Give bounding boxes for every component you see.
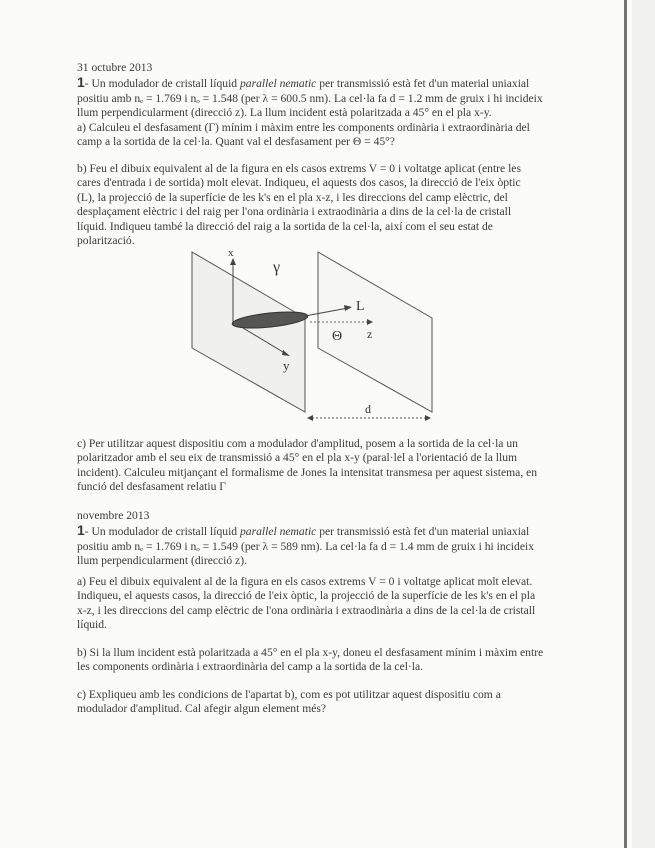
text: per transmissió està fet d'un material uniaxial [316,77,530,91]
exam1-c-line: c) Per utilitzar aquest dispositiu com a modulador d'amplitud, posem a la sortida de la cel·la un [77,437,518,450]
entrance-plate [192,252,305,412]
exam2-a-line: a) Feu el dibuix equivalent al de la figura en els casos extrems V = 0 i voltatge aplicat molt elevat. [77,575,533,588]
label-theta: Θ [332,329,343,344]
exam2-c-line: c) Expliqueu amb les condicions de l'apartat b), com es pot utilitzar aquest dispositiu com a [77,688,501,701]
text: - Un modulador de cristall líquid [84,77,240,91]
label-d: d [365,402,371,416]
exam2-c-line: modulador d'amplitud. Cal afegir algun element més? [77,702,327,716]
exam1-b-line: (L), la projecció de la superfície de les k's en el pla x-z, i les direccions del camp elèctric, del [77,190,508,204]
exam2-b-line: b) Si la llum incident està polaritzada a 45° en el pla x-y, doneu el desfasament mínim i màxim entre [77,646,544,659]
scan-margin [632,0,655,848]
exam2-part-a [77,575,627,633]
exam1-part-c [77,437,627,495]
exam1-b-line: cares d'entrada i de sortida) molt elevat. Indiqueu, el aquests dos casos, la direcció de l'eix òptic [77,176,521,190]
italic-term: parallel nematic [240,525,317,539]
exam1-a-line: a) Calculeu el desfasament (Γ) mínim i màxim entre les components ordinària i extraordinària del [77,120,530,134]
label-y: y [283,358,290,373]
exam2-intro-line-3: llum perpendicularment (direcció z). [77,554,247,568]
exam1-intro-line-1 [77,75,627,91]
exam1-b-line: b) Feu el dibuix equivalent al de la figura en els casos extrems V = 0 i voltatge aplicat (entre les [77,162,521,175]
exam1-intro-line-3: llum perpendicularment (direcció z). La llum incident està polaritzada a 45° en el pla x-y. [77,106,492,120]
question-number: 1 [77,522,85,539]
exam1-b-line: desplaçament elèctric i del raig per l'ona ordinària i extraodinària a dins de la cel·la de cristall [77,205,512,219]
text: - Un modulador de cristall líquid [84,525,240,539]
exam2-a-line: Indiqueu, el aquests casos, la direcció de l'eix òptic, la projecció de la superfície de les k's en el pla [77,589,536,603]
question-number: 1 [77,74,85,91]
exam1-date: 31 octubre 2013 [77,61,153,74]
lc-cell-figure [170,240,470,430]
exam2-b-line: les components ordinària i extraordinària del camp a la sortida de la cel·la. [77,660,424,674]
exam1-intro-line-2: positiu amb nₑ = 1.769 i nₒ = 1.548 (per λ = 600.5 nm). La cel·la fa d = 1.2 mm de gruix i hi incideix [77,91,543,105]
exam1-c-line: funció del desfasament relatiu Γ [77,480,226,494]
exam2-header [77,509,627,569]
exam2-intro-line-2: positiu amb nₑ = 1.769 i nₒ = 1.549 (per λ = 589 nm). La cel·la fa d = 1.4 mm de gruix i hi incideix [77,539,534,553]
exam1-b-line: líquid. Indiqueu també la direcció del raig a la sortida de la cel·la, així com el seu estat de [77,219,493,233]
exam1-c-line: polaritzador amb el seu eix de transmissió a 45° en el pla x-y (paral·lel a l'orientació de la llum [77,451,518,465]
exam2-a-line: x-z, i les direccions del camp elèctric de l'ona ordinària i extraodinària a dins de la cel·la de cristall [77,603,536,617]
exam1-a-line: camp a la sortida de la cel·la. Quant val el desfasament per Θ = 45°? [77,135,395,149]
d-arrow-right [425,415,431,421]
italic-term: parallel nematic [240,77,317,91]
exam1-b-line: polarització. [77,234,135,248]
exam2-date: novembre 2013 [77,509,150,522]
exam2-part-c [77,688,627,717]
label-x: x [228,247,234,259]
x-arrowhead [230,258,236,265]
d-arrow-left [307,415,313,421]
label-z: z [367,327,373,341]
exam2-a-line: líquid. [77,618,107,632]
text: per transmissió està fet d'un material uniaxial [316,525,530,539]
exam2-intro-line-1 [77,523,627,539]
label-L: L [356,299,365,314]
label-gamma: γ [273,259,281,276]
exam1-header [77,61,627,149]
exam2-part-b [77,646,627,675]
exam1-part-b [77,162,627,248]
exam1-c-line: incident). Calculeu mitjançant el formalisme de Jones la intensitat transmesa per aquest sistema, en [77,465,538,479]
